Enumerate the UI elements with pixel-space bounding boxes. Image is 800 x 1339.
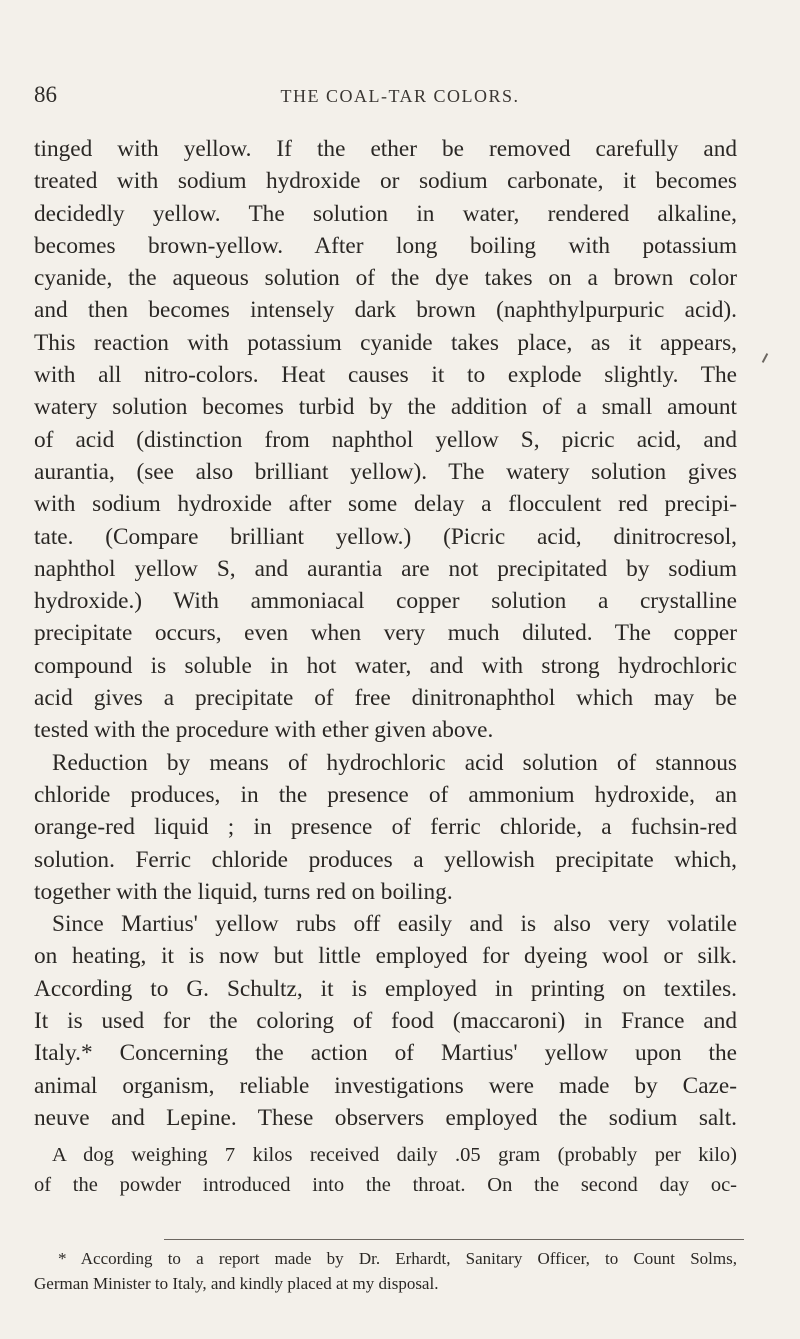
text-line: treated with sodium hydroxide or sodium carbonate, it becomes — [34, 168, 737, 195]
text-line: on heating, it is now but little employed for dyeing wool or silk. — [34, 943, 737, 970]
text-line: neuve and Lepine. These observers employed the sodium salt. — [34, 1104, 737, 1131]
running-title: THE COAL-TAR COLORS. — [280, 86, 520, 106]
page-header — [0, 82, 800, 112]
text-line: precipitate occurs, even when very much diluted. The copper — [34, 620, 737, 647]
text-line: animal organism, reliable investigations were made by Caze- — [34, 1072, 737, 1099]
text-line: solution. Ferric chloride produces a yellowish precipitate which, — [34, 846, 737, 873]
text-line: decidedly yellow. The solution in water, rendered alkaline, — [34, 200, 737, 227]
text-line: with all nitro-colors. Heat causes it to explode slightly. The — [34, 362, 737, 389]
footnote-line: * According to a report made by Dr. Erhardt, Sanitary Officer, to Count Solms, — [58, 1249, 737, 1268]
text-line: Italy.* Concerning the action of Martius' yellow upon the — [34, 1040, 737, 1067]
text-line: aurantia, (see also brilliant yellow). The watery solution gives — [34, 458, 737, 485]
text-line: tinged with yellow. If the ether be removed carefully and — [34, 136, 737, 162]
text-line: together with the liquid, turns red on boiling. — [34, 878, 453, 905]
footnote-line: German Minister to Italy, and kindly placed at my disposal. — [34, 1274, 439, 1293]
text-line: A dog weighing 7 kilos received daily .05 gram (probably per kilo) — [52, 1144, 737, 1167]
text-line: compound is soluble in hot water, and with strong hydrochloric — [34, 652, 737, 679]
text-line: with sodium hydroxide after some delay a flocculent red precipi- — [34, 491, 737, 518]
text-line: and then becomes intensely dark brown (naphthylpurpuric acid). — [34, 297, 737, 324]
text-line: tate. (Compare brilliant yellow.) (Picric acid, dinitrocresol, — [34, 523, 737, 550]
text-line: acid gives a precipitate of free dinitronaphthol which may be — [34, 685, 737, 712]
text-line: watery solution becomes turbid by the addition of a small amount — [34, 394, 737, 421]
text-line: This reaction with potassium cyanide takes place, as it appears, — [34, 329, 737, 356]
text-line: tested with the procedure with ether given above. — [34, 717, 494, 744]
small-print-paragraph — [34, 1140, 737, 1200]
footnote — [34, 1246, 737, 1296]
footnote-rule — [164, 1239, 744, 1240]
margin-mark — [762, 353, 768, 363]
text-line: chloride produces, in the presence of ammonium hydroxide, an — [34, 781, 737, 808]
text-line: Reduction by means of hydrochloric acid solution of stannous — [52, 749, 737, 776]
text-line: of acid (distinction from naphthol yellow S, picric acid, and — [34, 426, 737, 453]
text-line: becomes brown-yellow. After long boiling with potassium — [34, 232, 737, 259]
page-number: 86 — [34, 82, 57, 107]
text-line: of the powder introduced into the throat. On the second day oc- — [34, 1174, 737, 1197]
text-line: Since Martius' yellow rubs off easily and is also very volatile — [52, 911, 737, 938]
text-line: It is used for the coloring of food (maccaroni) in France and — [34, 1008, 737, 1035]
body-text — [34, 133, 737, 1200]
text-line: naphthol yellow S, and aurantia are not precipitated by sodium — [34, 555, 737, 582]
text-line: According to G. Schultz, it is employed in printing on textiles. — [34, 975, 737, 1002]
text-line: cyanide, the aqueous solution of the dye takes on a brown color — [34, 265, 737, 292]
text-line: orange-red liquid ; in presence of ferric chloride, a fuchsin-red — [34, 814, 737, 841]
text-line: hydroxide.) With ammoniacal copper solution a crystalline — [34, 588, 737, 615]
